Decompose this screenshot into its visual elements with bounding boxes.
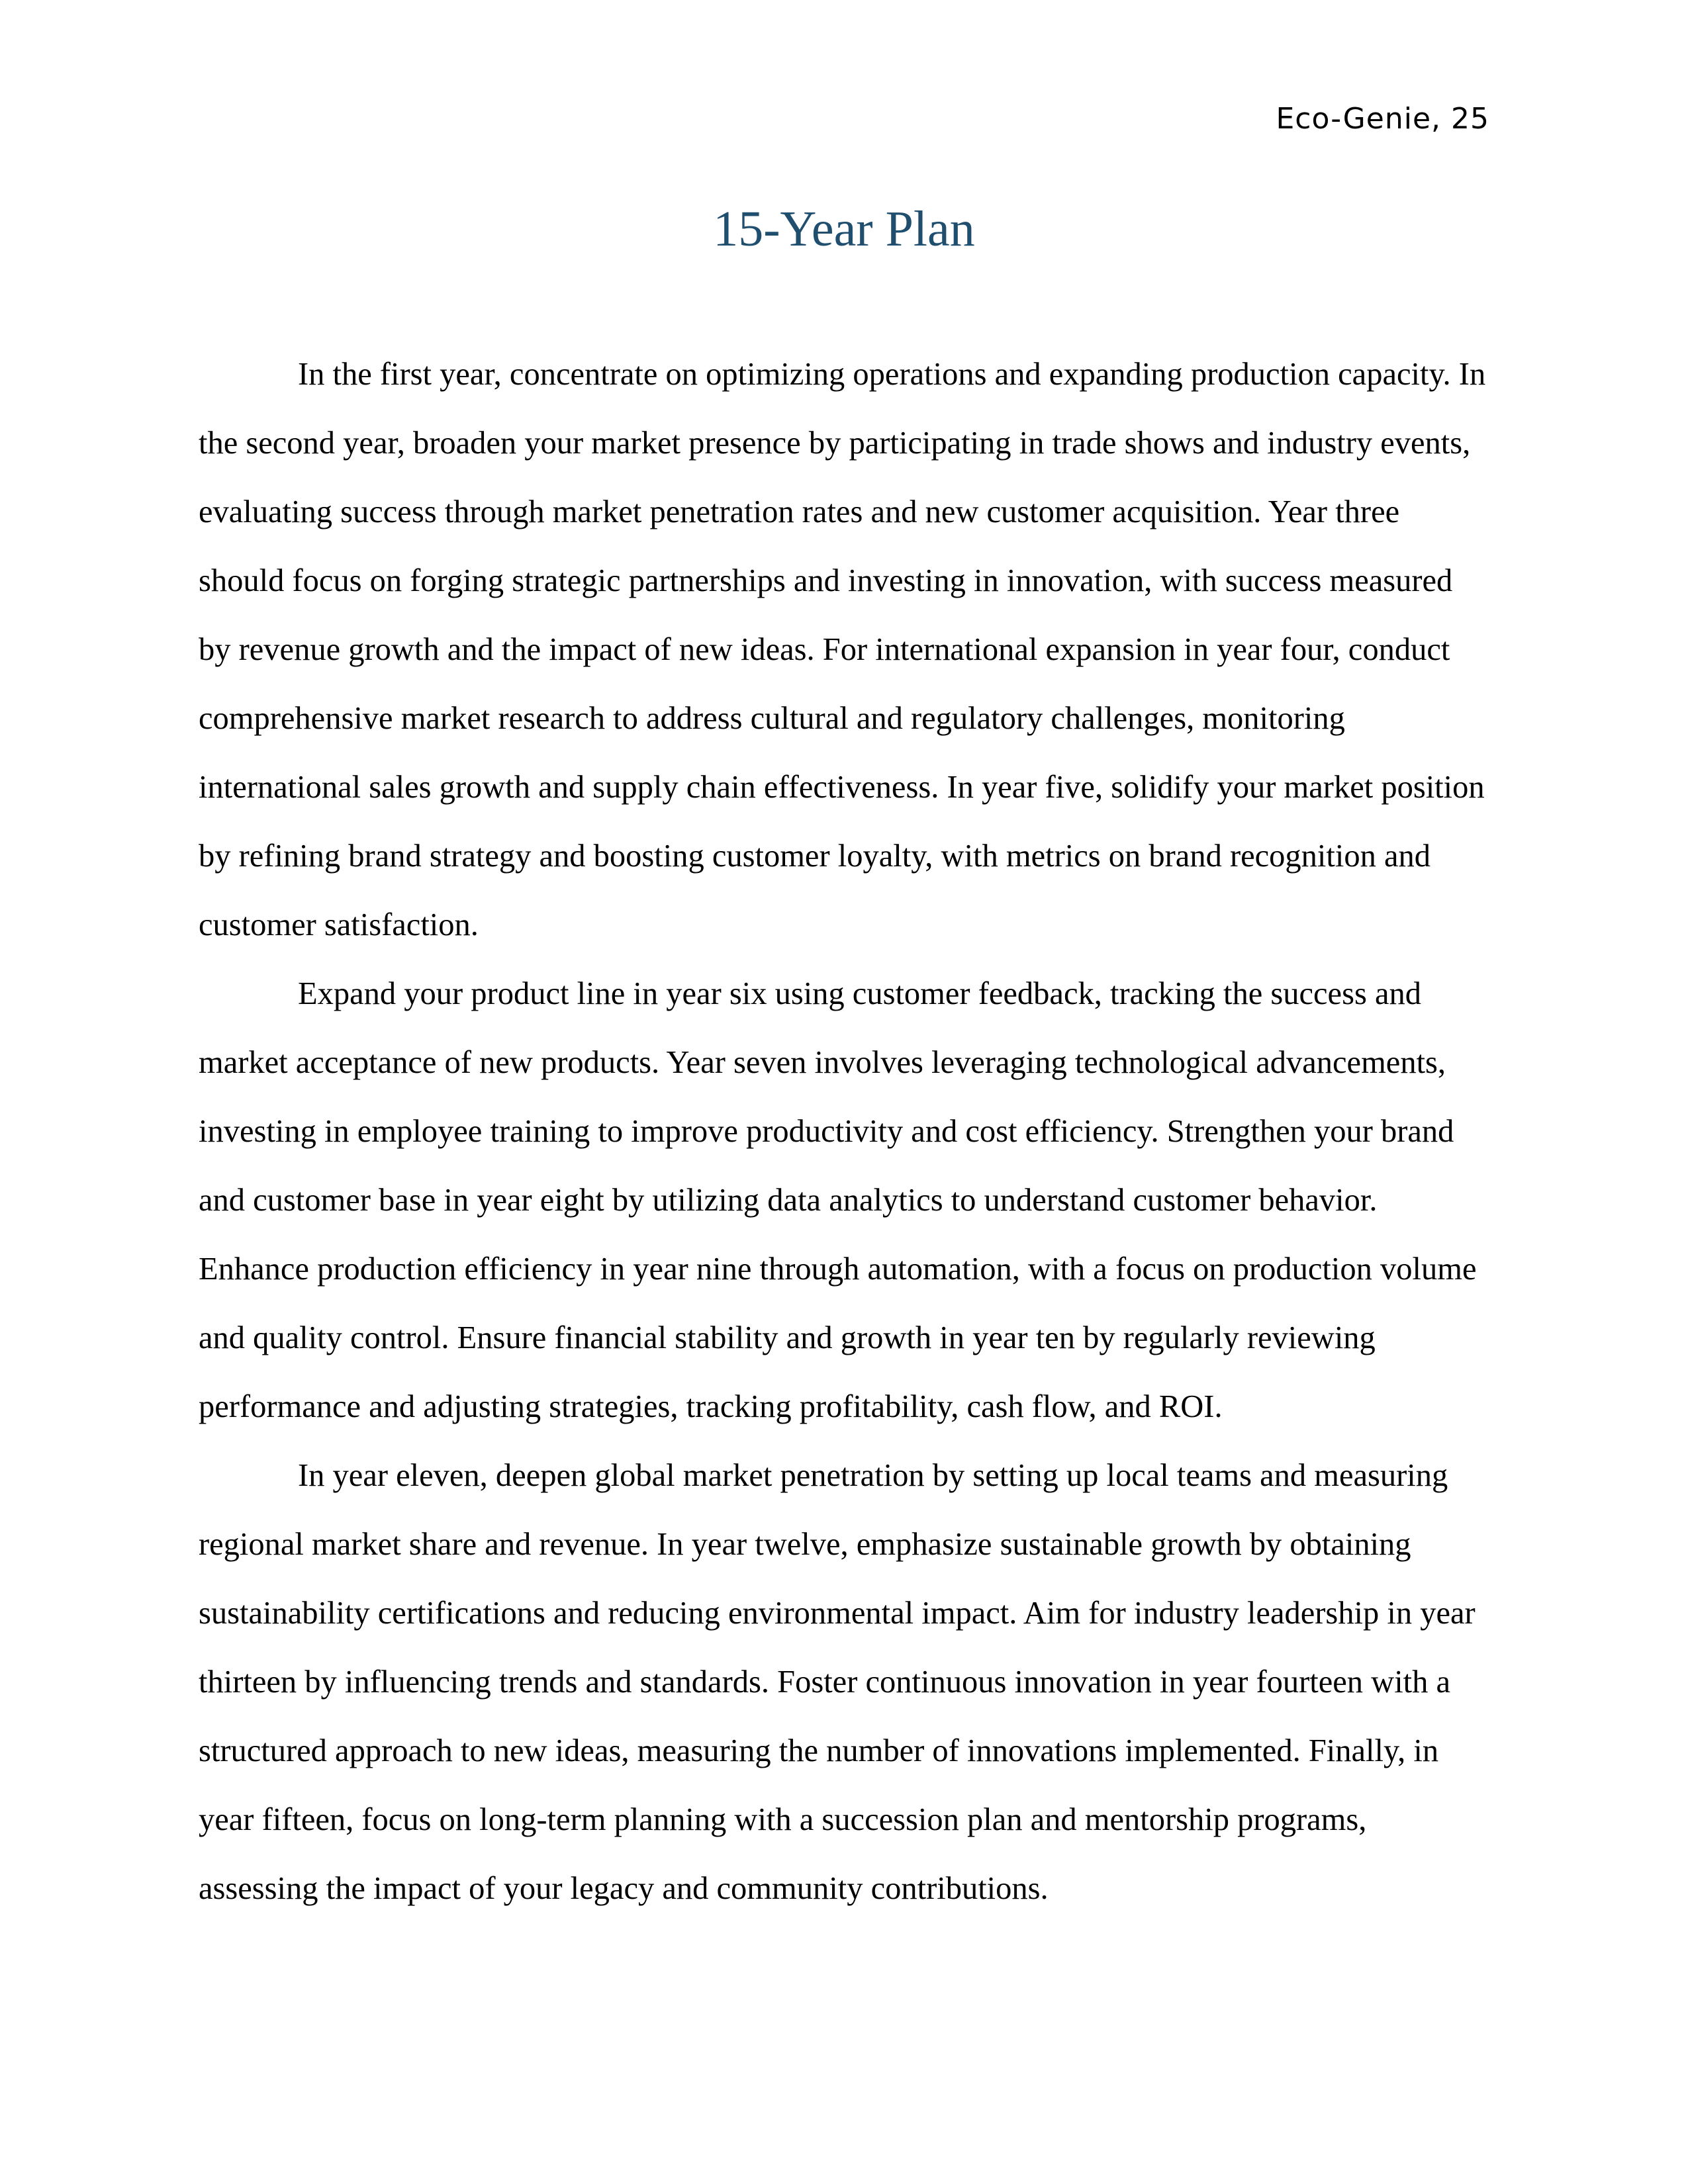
paragraph-year-6-10: Expand your product line in year six using customer feedback, tracking the success and market acceptance of new products. Year seven involves leveraging technological advancements, investing in employee training to improve productivity and cost efficiency. Strengthen your brand and customer base in year eight by utilizing data analytics to understand customer behavior. Enhance production efficiency in year nine through automation, with a focus on production volume and quality control. Ensure financial stability and growth in year ten by regularly reviewing performance and adjusting strategies, tracking profitability, cash flow, and ROI. <box>199 976 1477 1424</box>
running-head: Eco-Genie, 25 <box>1276 102 1489 136</box>
paragraph-year-1-5: In the first year, concentrate on optimizing operations and expanding production capacity. In the second year, broaden your market presence by participating in trade shows and industry events, evaluating success through market penetration rates and new customer acquisition. Year three should focus on forging strategic partnerships and investing in innovation, with success measured by revenue growth and the impact of new ideas. For international expansion in year four, conduct comprehensive market research to address cultural and regulatory challenges, monitoring international sales growth and supply chain effectiveness. In year five, solidify your market position by refining brand strategy and boosting customer loyalty, with metrics on brand recognition and customer satisfaction. <box>199 357 1486 942</box>
body-text <box>199 340 1491 1923</box>
page-title: 15-Year Plan <box>713 201 975 257</box>
paragraph-year-11-15: In year eleven, deepen global market penetration by setting up local teams and measuring regional market share and revenue. In year twelve, emphasize sustainable growth by obtaining sustainability certifications and reducing environmental impact. Aim for industry leadership in year thirteen by influencing trends and standards. Foster continuous innovation in year fourteen with a structured approach to new ideas, measuring the number of innovations implemented. Finally, in year fifteen, focus on long-term planning with a succession plan and mentorship programs, assessing the impact of your legacy and community contributions. <box>199 1458 1476 1906</box>
